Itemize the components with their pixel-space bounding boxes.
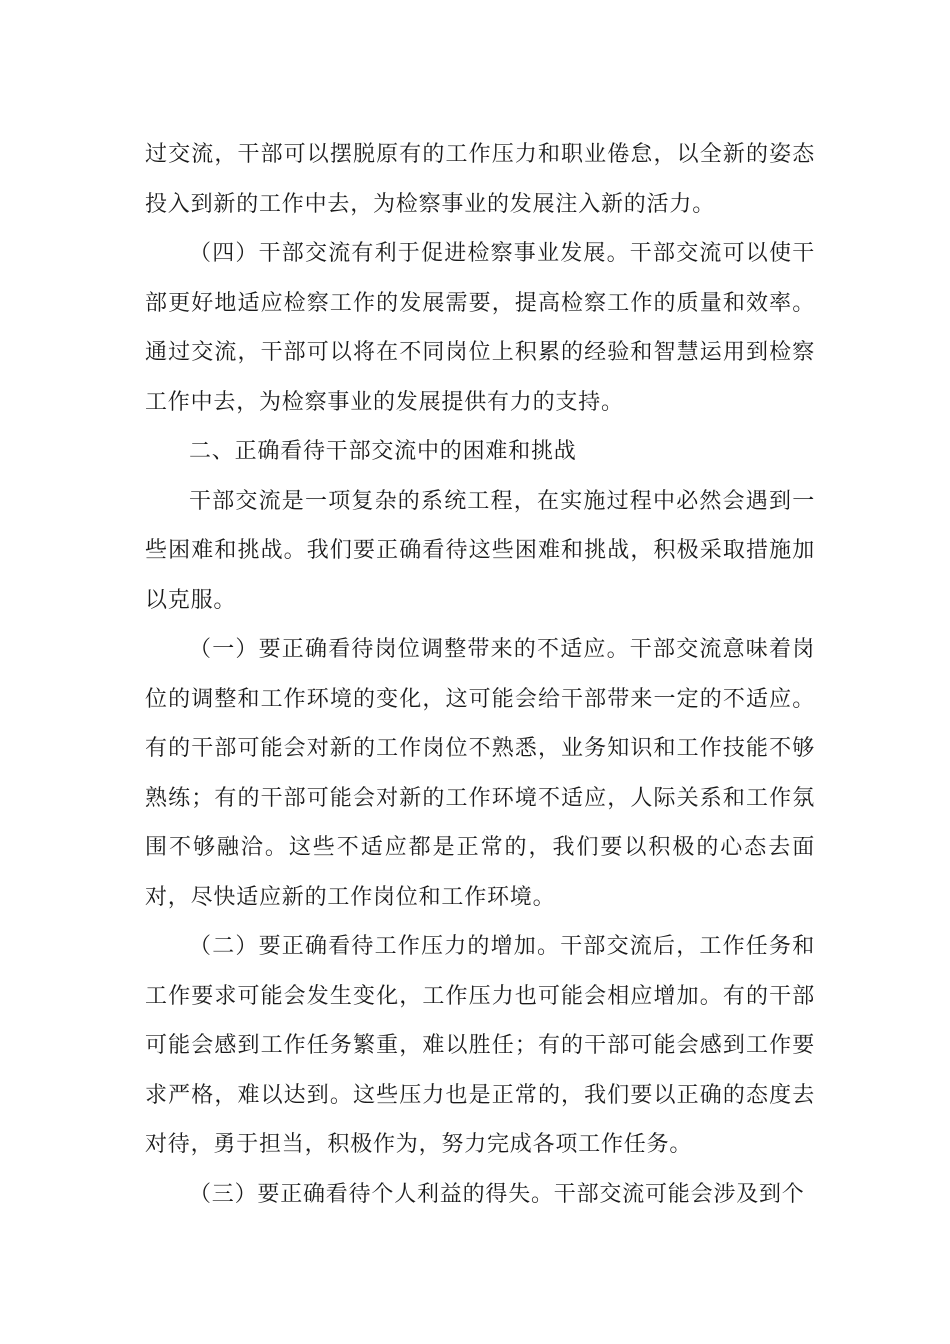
paragraph-intro-challenges: 干部交流是一项复杂的系统工程，在实施过程中必然会遇到一些困难和挑战。我们要正确看待这些困难和挑战，积极采取措施加以克服。 xyxy=(145,488,815,613)
paragraph-subsection-2: （二）要正确看待工作压力的增加。干部交流后，工作任务和工作要求可能会发生变化，工作压力也可能会相应增加。有的干部可能会感到工作任务繁重，难以胜任；有的干部可能会感到工作要求严格，难以达到。这些压力也是正常的，我们要以正确的态度去对待，勇于担当，积极作为，努力完成各项工作任务。 xyxy=(145,934,815,1157)
document-body xyxy=(145,130,815,1219)
paragraph-subsection-1: （一）要正确看待岗位调整带来的不适应。干部交流意味着岗位的调整和工作环境的变化，这可能会给干部带来一定的不适应。有的干部可能会对新的工作岗位不熟悉，业务知识和工作技能不够熟练；有的干部可能会对新的工作环境不适应，人际关系和工作氛围不够融洽。这些不适应都是正常的，我们要以积极的心态去面对，尽快适应新的工作岗位和工作环境。 xyxy=(145,637,815,910)
paragraph-continuation: 过交流，干部可以摆脱原有的工作压力和职业倦怠，以全新的姿态投入到新的工作中去，为检察事业的发展注入新的活力。 xyxy=(145,142,815,217)
paragraph-subsection-3: （三）要正确看待个人利益的得失。干部交流可能会涉及到个 xyxy=(189,1181,805,1207)
paragraph-section-4: （四）干部交流有利于促进检察事业发展。干部交流可以使干部更好地适应检察工作的发展需要，提高检察工作的质量和效率。通过交流，干部可以将在不同岗位上积累的经验和智慧运用到检察工作中去，为检察事业的发展提供有力的支持。 xyxy=(145,241,815,415)
section-heading-2: 二、正确看待干部交流中的困难和挑战 xyxy=(189,439,577,464)
